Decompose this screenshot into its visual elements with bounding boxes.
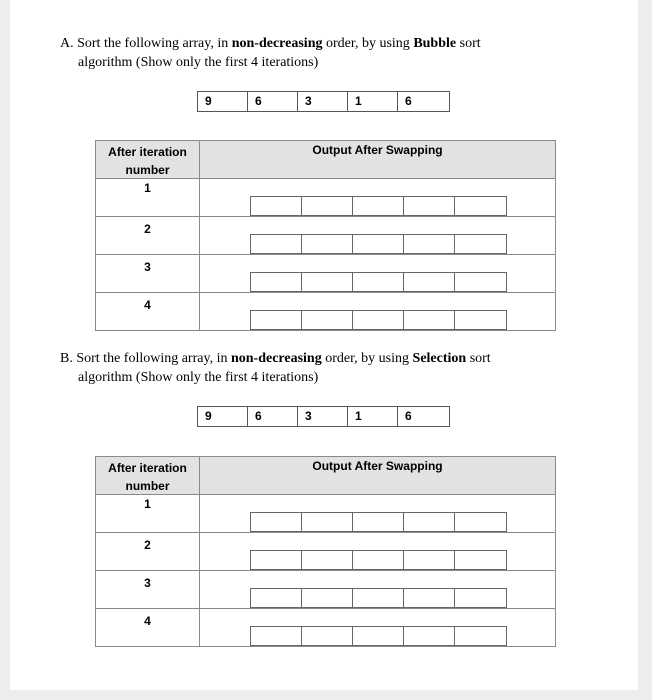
col-iteration-header <box>96 141 200 178</box>
array-a-cell: 6 <box>405 94 412 108</box>
output-cell <box>200 609 555 646</box>
answer-array[interactable] <box>250 272 507 292</box>
col-iteration-header <box>96 457 200 494</box>
answer-box[interactable] <box>353 551 404 569</box>
question-b-line2: algorithm (Show only the first 4 iterations) <box>78 370 319 385</box>
answer-array[interactable] <box>250 512 507 532</box>
table-row <box>96 255 555 293</box>
question-a-algorithm: Bubble <box>413 36 457 51</box>
table-row <box>96 217 555 255</box>
question-b <box>60 349 560 387</box>
table-a <box>95 140 556 331</box>
answer-array[interactable] <box>250 588 507 608</box>
output-cell <box>200 571 555 608</box>
array-b-cell: 3 <box>298 407 348 426</box>
question-a <box>60 34 560 72</box>
iteration-number: 3 <box>96 255 200 292</box>
answer-box[interactable] <box>302 311 353 329</box>
answer-box[interactable] <box>302 513 353 531</box>
question-a-text-mid: order, by using <box>322 36 414 51</box>
answer-box[interactable] <box>302 273 353 291</box>
answer-box[interactable] <box>353 235 404 253</box>
answer-box[interactable] <box>302 627 353 645</box>
output-cell <box>200 293 555 330</box>
array-b-cell: 6 <box>248 407 298 426</box>
answer-box[interactable] <box>455 197 506 215</box>
answer-box[interactable] <box>455 513 506 531</box>
answer-box[interactable] <box>251 273 302 291</box>
answer-box[interactable] <box>251 627 302 645</box>
col-output-header: Output After Swapping <box>312 459 443 473</box>
answer-box[interactable] <box>251 197 302 215</box>
iteration-number: 1 <box>96 179 200 216</box>
answer-box[interactable] <box>302 551 353 569</box>
answer-box[interactable] <box>455 589 506 607</box>
iteration-number: 2 <box>96 533 200 570</box>
array-a-cell: 3 <box>298 92 348 111</box>
output-cell <box>200 533 555 570</box>
array-b-cell: 6 <box>405 409 412 423</box>
answer-box[interactable] <box>251 311 302 329</box>
answer-box[interactable] <box>404 197 455 215</box>
col-iteration-header-line1: After iteration <box>108 145 187 159</box>
answer-box[interactable] <box>353 627 404 645</box>
answer-box[interactable] <box>404 311 455 329</box>
answer-box[interactable] <box>404 273 455 291</box>
answer-array[interactable] <box>250 626 507 646</box>
answer-box[interactable] <box>455 551 506 569</box>
answer-box[interactable] <box>404 589 455 607</box>
iteration-number: 1 <box>96 495 200 532</box>
answer-box[interactable] <box>455 273 506 291</box>
table-row <box>96 293 555 330</box>
answer-box[interactable] <box>353 589 404 607</box>
question-b-text-end: sort <box>466 351 491 366</box>
answer-box[interactable] <box>353 273 404 291</box>
array-a-cell: 1 <box>348 92 398 111</box>
table-a-header <box>96 141 555 179</box>
col-iteration-header-line1: After iteration <box>108 461 187 475</box>
answer-array[interactable] <box>250 196 507 216</box>
question-b-order: non-decreasing <box>230 351 322 366</box>
question-b-text-mid: order, by using <box>321 351 413 366</box>
answer-box[interactable] <box>353 311 404 329</box>
iteration-number: 4 <box>96 609 200 646</box>
col-iteration-header-line2: number <box>125 479 170 493</box>
answer-box[interactable] <box>404 235 455 253</box>
output-cell <box>200 495 555 532</box>
answer-box[interactable] <box>455 235 506 253</box>
answer-box[interactable] <box>251 589 302 607</box>
table-row <box>96 179 555 217</box>
answer-box[interactable] <box>302 589 353 607</box>
output-cell <box>200 179 555 216</box>
array-a-cell: 6 <box>248 92 298 111</box>
iteration-number: 4 <box>96 293 200 330</box>
answer-array[interactable] <box>250 550 507 570</box>
iteration-number: 2 <box>96 217 200 254</box>
answer-box[interactable] <box>404 513 455 531</box>
table-row <box>96 495 555 533</box>
table-row <box>96 571 555 609</box>
question-a-line2: algorithm (Show only the first 4 iterations) <box>78 55 319 70</box>
answer-array[interactable] <box>250 234 507 254</box>
answer-box[interactable] <box>302 235 353 253</box>
array-b-cell: 1 <box>348 407 398 426</box>
answer-box[interactable] <box>353 197 404 215</box>
question-a-text: A. Sort the following array, in <box>60 36 232 51</box>
array-a <box>197 91 450 112</box>
answer-box[interactable] <box>455 311 506 329</box>
answer-box[interactable] <box>404 551 455 569</box>
col-output-header: Output After Swapping <box>312 143 443 157</box>
table-row <box>96 533 555 571</box>
col-iteration-header-line2: number <box>125 163 170 177</box>
iteration-number: 3 <box>96 571 200 608</box>
answer-box[interactable] <box>455 627 506 645</box>
document-page <box>10 0 638 690</box>
table-b <box>95 456 556 647</box>
answer-box[interactable] <box>353 513 404 531</box>
answer-box[interactable] <box>251 551 302 569</box>
output-cell <box>200 217 555 254</box>
array-b <box>197 406 450 427</box>
answer-array[interactable] <box>250 310 507 330</box>
table-row <box>96 609 555 646</box>
table-b-header <box>96 457 555 495</box>
answer-box[interactable] <box>302 197 353 215</box>
output-cell <box>200 255 555 292</box>
answer-box[interactable] <box>251 513 302 531</box>
question-a-text-end: sort <box>456 36 481 51</box>
question-b-text: B. Sort the following array, in <box>60 351 231 366</box>
question-b-algorithm: Selection <box>412 351 467 366</box>
answer-box[interactable] <box>404 627 455 645</box>
answer-box[interactable] <box>251 235 302 253</box>
question-a-order: non-decreasing <box>231 36 323 51</box>
array-b-cell: 9 <box>198 407 248 426</box>
array-a-cell: 9 <box>198 92 248 111</box>
